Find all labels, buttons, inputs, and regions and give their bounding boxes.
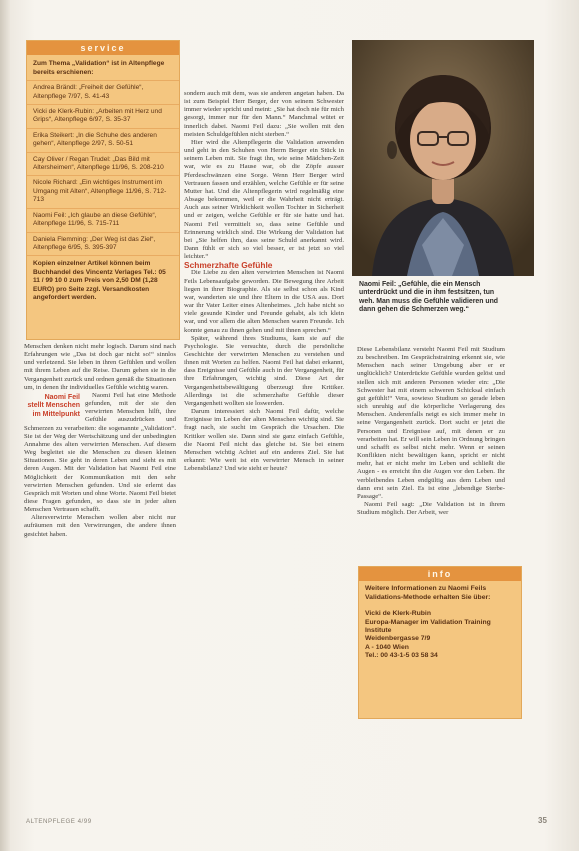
info-box-title: info xyxy=(359,567,521,581)
service-reference-item: Andrea Brändl: „Freiheit der Gefühle“, Altenpflege 7/97, S. 41-43 xyxy=(27,80,179,104)
article-paragraph-text: Naomi Feil hat eine Methode gefunden, mit der sie den verwirrten Menschen hilft, ihre Gefühle auszudrücken und Schmerzen zu verarbeiten: die sogenannte „Validation“. Sie ist der Weg der Wertschätzung und der unbedingten Annahme des alten verwirrten Menschen. Auf diesem Weg begleitet sie die Menschen zu diesen kleinen Situationen. Sie geht in deren Leben und sieht es mit deren Augen. Mit der Validation hat Naomi Feil eine Möglichkeit der Kommunikation mit den sehr verwirrten Menschen gefunden. Und sie erlernt das Gespräch mit Worten und ohne Worte. Naomi Feil bietet diese Fragen gefunden, so dass sie in jeder alten Menschen Vertrauen schafft. xyxy=(24,391,176,514)
info-line: Weitere Informationen zu Naomi Feils Validations-Methode erhalten Sie über: xyxy=(365,585,491,601)
info-spacer xyxy=(365,602,515,610)
info-box-body xyxy=(359,581,521,664)
service-reference-item: Nicole Richard: „Ein wichtiges Instrument im Umgang mit Alten“, Altenpflege 11/96, S. 712-713 xyxy=(27,175,179,207)
article-paragraph: Altersverwirrte Menschen wollen aber nicht nur aufräumen mit den Verwirrungen, die andere ihnen gesichtet haben. xyxy=(24,514,176,538)
service-reference-item: Vicki de Klerk-Rubin: „Arbeiten mit Herz und Grips“, Altenpflege 6/97, S. 35-37 xyxy=(27,104,179,128)
article-column-middle xyxy=(184,90,344,810)
publication-footer: ALTENPFLEGE 4/99 xyxy=(26,818,92,825)
service-box xyxy=(26,40,180,340)
article-column-right xyxy=(357,346,505,568)
article-paragraph: Darum interessiert sich Naomi Feil dafür, welche Ereignisse im Leben der alten Menschen wichtig sind. Sie fragt nach, sie sucht im Gespräch die Ursachen. Die Kritiker wollen sie. Dann sind sie ganz einfach Gefühle, die Naomi Feil nicht das gleiche ist. Sie bei einem Menschen wichtig Achtet auf ein anderes Ziel. Sie hat erkannt: Wie weit ist ein verwirrter Mensch in seiner Lebensbilanz? Und wie sieht er heute? xyxy=(184,408,344,473)
article-paragraph: Menschen denken nicht mehr logisch. Darum sind nach Erfahrungen wie „Das ist doch gar nicht so!“ sinnlos und verletzend. Sie leben in ihren Gefühlen und wollen mit ihrem Leben auf die Reise. Darum gehen sie in die Vergangenheit zurück und ordnen gemäß die Situationen um, in denen ihr individuelles Gefühle wichtig waren. xyxy=(24,343,176,391)
pull-quote: Naomi Feil stellt Menschen im Mittelpunkt xyxy=(27,393,80,418)
page-binding-shadow xyxy=(0,0,10,851)
portrait-illustration xyxy=(352,40,534,276)
page-number: 35 xyxy=(538,816,547,825)
service-reference-item: Cay Oliver / Regan Trudel: „Das Bild mit Altersheimen“, Altenpflege 11/96, S. 208-210 xyxy=(27,152,179,176)
article-paragraph: Die Liebe zu den alten verwirrten Menschen ist Naomi Feils Lebensaufgabe geworden. Die Bewegung ihre Arbeit liegen in ihrer Biographie. Als sie selbst schon als Kind war, wanderten sie und ihre Eltern in die USA aus. Dort war ihr Vater Leiter eines Altenheimes. „Ich habe nicht so viele gesunde Kinder und Freunde gehabt, als ich klein war, und vor allem die alten Menschen waren Freunde. Ich konnte genau zu ihnen gehen und mit ihnen sprechen.“ xyxy=(184,269,344,334)
info-line: A - 1040 Wien xyxy=(365,643,409,651)
article-column-left xyxy=(24,343,176,798)
info-line: Weidenbergasse 7/9 xyxy=(365,635,431,643)
service-reference-item: Naomi Feil: „Ich glaube an diese Gefühle“, Altenpflege 11/96, S. 715-711 xyxy=(27,208,179,232)
article-paragraph: Naomi Feil sagt: „Die Validation ist in ihrem Studium möglich. Der Arbeit, wer xyxy=(357,500,505,517)
service-reference-item: Daniela Flemming: „Der Weg ist das Ziel“, Altenpflege 6/95, S. 395-397 xyxy=(27,232,179,256)
service-box-title: service xyxy=(27,41,179,55)
portrait-photo xyxy=(352,40,534,276)
section-subheading: Schmerzhafte Gefühle xyxy=(184,260,273,271)
info-line: Tel.: 00 43-1-5 03 58 34 xyxy=(365,652,438,660)
photo-caption: Naomi Feil: „Gefühle, die ein Mensch unterdrückt und die in ihm festsitzen, tun weh. Man muss die Gefühle validieren und dann gehen die Schmerzen weg.“ xyxy=(359,281,498,313)
article-paragraph: Diese Lebensbilanz versteht Naomi Feil mit Studium zu beschreiben. Im Gesprächstraining erkennt sie, wie Menschen nach seiner Umgebung aber er er unglücklich? Unterdrückte Gefühle wurden gelöst und stellen sich mit anderen Personen wieder ein: „Die Schwester hat mit einem schweren Schicksal einfach gut gefühlt!“ Vera, sowieso Studium so gerade leben sich unruhig auf die körperliche Verlagerung des Menschen. Anderenfalls neigt es sich immer mehr in seine Vergangenheit zurück. Dort sucht er jetzt die Personen und Ereignisse auf, mit denen er zu verarbeiten hat. Er will sein Leben in Ordnung bringen und schafft es selbst nicht mehr. Wenn er seinen Konflikten nicht bewältigen kann, spricht er nicht mehr, hat er nicht mehr im Leben und schließt die Augen - es erreicht ihn die Augen vor den Leben. Ihr verbleibendes Leben endgültig aus dem Leben und dann erst sein Ziel. Es ist eine „lebendige Sterbe-Passage“. xyxy=(357,346,505,500)
service-reference-item: Erika Steikert: „In die Schuhe des anderen gehen“, Altenpflege 2/97, S. 50-51 xyxy=(27,128,179,152)
article-paragraph: Hier wird die Altenpflegerin die Validation anwenden und geht in den Schuhen von Herrn Berger ein Stück in seinem Leben mit. Sie fragt ihn, wie seine Mädchen-Zeit war, wie es zu Hause war, ob die Zöpfe ausser Pferdeschwänzen eine Sorge. Wenn Herr Berger wird Vertrauen fassen und erzählen, welche Gefühle er für seine Mutter hat. Und die Altenpflegerin wird regelmäßig eine Absage bekommen, weil er die Wahrheit nicht erträgt. Auch aus seiner Wirklichkeit wollen Tochter in Sicherheit und er zeigen, welche Gefühle er für sie hatte und hat. Naomi Feil vermittelt so, dass seine Gefühle und Erinnerung wirklich sind. Die Wirkung der Validation hat bei „Sie helfen ihm, dass seine Schuld anerkannt wird. Dann fühlt er sich so viel besser, er ist jetzt so viel leichter.“ xyxy=(184,138,344,261)
service-order-note: Kopien einzelner Artikel können beim Buchhandel des Vincentz Verlages Tel.: 05 11 / 99 10 0 zum Preis von 2,50 DM (1,28 EURO) pro Seite zzgl. Versandkosten angefordert werden. xyxy=(27,255,179,306)
article-paragraph: sondern auch mit dem, was sie anderen angetan haben. Da ist zum Beispiel Herr Berger, der von seinem Schwester immer wieder spricht und meint: „Sie hat doch nie für mich gesorgt, immer nur für den Mann.“ Manchmal wütet er innerlich dabei. Naomi Feil dazu: „Sie wollen mit den meisten Schuldgefühlen nicht sterben.“ xyxy=(184,90,344,138)
info-box xyxy=(358,566,522,719)
info-line: Europa-Manager im Validation Training Institute xyxy=(365,618,491,635)
article-paragraph: Später, während ihres Studiums, kam sie auf die Psychologie. Sie versuchte, durch die persönliche Geschichte der verwirrten Menschen zu verstehen und ihnen mit Worten zu helfen. Naomi Feil hat dabei erkannt, dass Ereignisse und Gefühle auch in der Vergangenheit, für ihre Erfahrungen, wichtig sind. Diese Art der Vergangenheitsbewältigung überzeugt ihre Kritiker. Allerdings ist die schmerzhafte Gefühle dieser Vergangenheit wollten sie loswerden. xyxy=(184,334,344,407)
service-intro: Zum Thema „Validation“ ist in Altenpflege bereits erschienen: xyxy=(33,60,165,76)
article-paragraph xyxy=(24,392,176,514)
info-line: Vicki de Klerk-Rubin xyxy=(365,610,431,618)
